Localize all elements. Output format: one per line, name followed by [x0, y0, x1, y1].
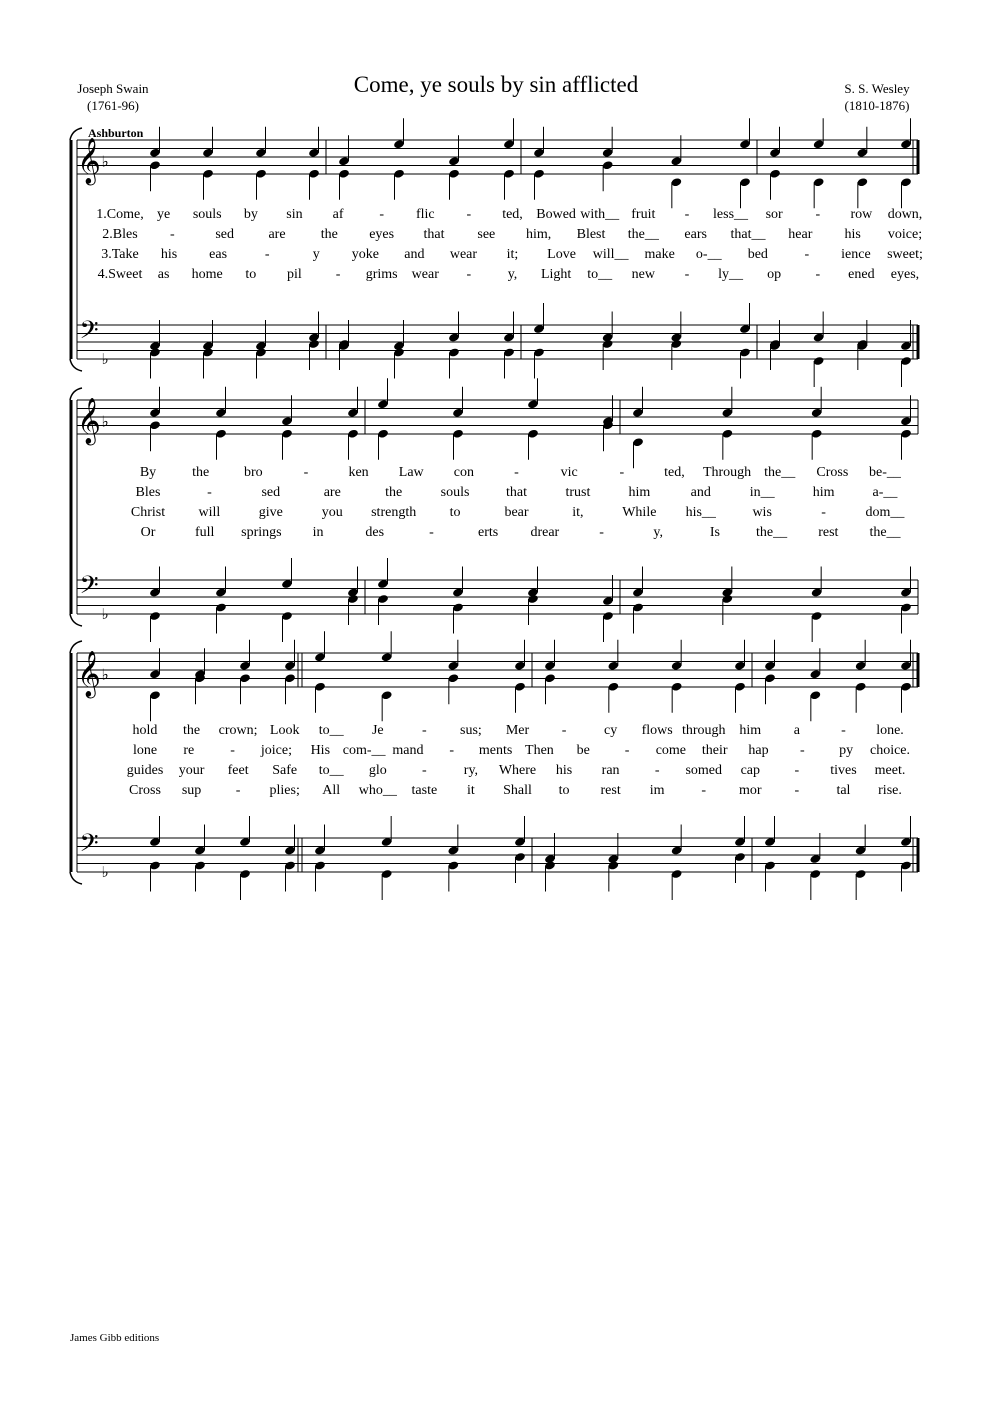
lyric-syllable: -: [422, 723, 427, 738]
lyric-syllable: the__: [764, 465, 796, 480]
lyric-syllable: -: [207, 485, 212, 500]
lyric-syllable: ly__: [718, 267, 744, 282]
lyric-syllable: choice.: [869, 743, 911, 758]
lyric-syllable: row: [850, 207, 873, 222]
lyric-syllable: will: [198, 505, 221, 520]
lyric-syllable: somed: [685, 763, 723, 778]
publisher-footer: James Gibb editions: [70, 1332, 160, 1344]
flat-icon: ♭: [101, 154, 109, 171]
lyric-syllable: -: [841, 723, 846, 738]
lyric-syllable: 3.Take: [101, 247, 139, 262]
lyric-syllable: Through: [702, 465, 752, 480]
lyric-syllable: less__: [713, 207, 749, 222]
lyric-syllable: Love: [547, 247, 576, 262]
lyric-syllable: the: [192, 465, 210, 480]
lyric-syllable: his__: [685, 505, 716, 520]
lyric-syllable: flic: [415, 207, 435, 222]
lyric-syllable: see: [477, 227, 496, 242]
lyric-syllable: make: [644, 247, 675, 262]
lyric-syllable: All: [322, 783, 341, 798]
lyric-syllable: 2.Bles: [102, 227, 138, 242]
lyric-syllable: Mer: [505, 723, 530, 738]
lyric-syllable: souls: [440, 485, 470, 500]
lyric-syllable: o-__: [695, 247, 722, 262]
lyric-syllable: that: [423, 227, 445, 242]
lyric-syllable: the__: [627, 227, 659, 242]
lyric-syllable: Shall: [503, 783, 532, 798]
lyric-syllable: feet: [227, 763, 249, 778]
lyric-syllable: ye: [157, 207, 171, 222]
lyric-syllable: tal: [836, 783, 851, 798]
lyric-syllable: drear: [530, 525, 560, 540]
lyric-syllable: -: [264, 247, 270, 262]
lyric-syllable: hap: [748, 743, 769, 758]
lyric-syllable: give: [258, 505, 283, 520]
lyric-syllable: in__: [749, 485, 775, 500]
lyric-syllable: cy: [604, 723, 618, 738]
lyric-syllable: come: [655, 743, 687, 758]
lyric-syllable: -: [429, 525, 434, 540]
bass-clef-icon: 𝄢: [79, 572, 99, 605]
lyric-syllable: y,: [507, 267, 518, 282]
lyric-syllable: While: [622, 505, 657, 520]
lyric-syllable: y,: [653, 525, 664, 540]
lyric-syllable: Where: [498, 763, 537, 778]
author-dates: (1761-96): [87, 98, 139, 113]
lyric-syllable: their: [701, 743, 728, 758]
lyric-syllable: are: [323, 485, 341, 500]
lyric-syllable: it,: [572, 505, 584, 520]
bracket-bottom: [70, 872, 82, 884]
lyric-syllable: im: [649, 783, 665, 798]
lyric-syllable: to__: [318, 723, 344, 738]
lyric-syllable: to__: [587, 267, 613, 282]
lyric-syllable: lone.: [876, 723, 904, 738]
lyric-syllable: sor: [765, 207, 783, 222]
lyric-syllable: sweet;: [887, 247, 923, 262]
lyric-syllable: his: [160, 247, 178, 262]
lyric-syllable: Or: [140, 525, 156, 540]
lyric-syllable: sup: [181, 783, 202, 798]
lyric-syllable: -: [684, 207, 690, 222]
lyric-syllable: ears: [684, 227, 707, 242]
lyric-syllable: Blest: [576, 227, 606, 242]
lyric-syllable: -: [379, 207, 385, 222]
lyric-syllable: a-__: [872, 485, 898, 500]
lyric-syllable: new: [631, 267, 655, 282]
lyric-syllable: wear: [449, 247, 478, 262]
lyric-syllable: 4.Sweet: [97, 267, 143, 282]
lyric-syllable: -: [815, 207, 821, 222]
lyric-syllable: -: [422, 763, 427, 778]
lyric-syllable: -: [701, 783, 707, 798]
lyric-syllable: lone: [132, 743, 158, 758]
lyric-syllable: strength: [371, 505, 417, 520]
lyric-syllable: Je: [371, 723, 384, 738]
lyric-syllable: -: [561, 723, 567, 738]
lyric-syllable: to: [558, 783, 570, 798]
lyric-syllable: him: [812, 485, 835, 500]
lyric-syllable: grims: [365, 267, 398, 282]
lyric-syllable: ened: [848, 267, 875, 282]
lyric-syllable: -: [303, 465, 309, 480]
lyric-syllable: taste: [411, 783, 438, 798]
lyric-syllable: him: [628, 485, 651, 500]
lyric-syllable: with__: [580, 207, 620, 222]
lyric-syllable: the: [320, 227, 338, 242]
treble-clef-icon: 𝄞: [77, 398, 101, 443]
lyric-syllable: Bles: [135, 485, 161, 500]
lyric-syllable: to__: [318, 763, 344, 778]
lyric-syllable: guides: [126, 763, 164, 778]
lyric-syllable: -: [514, 465, 519, 480]
lyric-syllable: ted,: [664, 465, 685, 480]
lyric-syllable: -: [169, 227, 175, 242]
treble-clef-icon: 𝄞: [77, 651, 101, 696]
lyric-syllable: -: [599, 525, 604, 540]
bass-clef-icon: 𝄢: [79, 830, 99, 863]
lyric-syllable: bro: [243, 465, 263, 480]
lyric-syllable: -: [230, 743, 235, 758]
lyric-syllable: ted,: [502, 207, 523, 222]
lyric-syllable: flows: [641, 723, 673, 738]
lyric-syllable: joice;: [260, 743, 293, 758]
bass-clef-icon: 𝄢: [79, 317, 99, 350]
lyric-syllable: Christ: [130, 505, 166, 520]
treble-clef-icon: 𝄞: [77, 138, 101, 183]
lyric-syllable: your: [178, 763, 205, 778]
lyric-syllable: be: [576, 743, 590, 758]
lyric-syllable: fruit: [631, 207, 656, 222]
lyric-syllable: who__: [358, 783, 397, 798]
lyric-syllable: trust: [565, 485, 591, 500]
lyric-syllable: -: [449, 743, 455, 758]
lyric-syllable: plies;: [269, 783, 300, 798]
lyric-syllable: bear: [504, 505, 529, 520]
lyric-syllable: rest: [818, 525, 839, 540]
lyric-syllable: and: [690, 485, 711, 500]
lyric-syllable: eas: [209, 247, 228, 262]
lyric-syllable: -: [466, 207, 472, 222]
lyric-syllable: full: [194, 525, 215, 540]
lyric-syllable: glo: [368, 763, 387, 778]
lyric-syllable: -: [804, 247, 810, 262]
lyric-syllable: crown;: [218, 723, 258, 738]
lyric-syllable: Bowed: [536, 207, 576, 222]
lyric-syllable: springs: [241, 525, 282, 540]
lyric-syllable: -: [821, 505, 826, 520]
lyric-syllable: hold: [132, 723, 158, 738]
lyric-syllable: des: [365, 525, 385, 540]
lyric-syllable: -: [619, 465, 625, 480]
lyric-syllable: yoke: [351, 247, 379, 262]
lyric-syllable: to: [449, 505, 461, 520]
lyric-syllable: sin: [286, 207, 303, 222]
lyric-syllable: wis: [752, 505, 772, 520]
lyric-syllable: that__: [730, 227, 766, 242]
lyric-syllable: be-__: [869, 465, 901, 480]
lyric-syllable: the: [183, 723, 201, 738]
lyric-syllable: sed: [261, 485, 281, 500]
lyric-syllable: com-__: [342, 743, 386, 758]
lyric-syllable: souls: [192, 207, 222, 222]
lyric-syllable: -: [684, 267, 690, 282]
flat-icon: ♭: [101, 865, 109, 881]
lyric-syllable: home: [191, 267, 223, 282]
lyric-syllable: erts: [478, 525, 499, 540]
tune-name: Ashburton: [88, 126, 144, 140]
lyric-syllable: 1.Come,: [96, 207, 144, 222]
lyric-syllable: cap: [740, 763, 761, 778]
lyric-syllable: it: [467, 783, 475, 798]
lyric-syllable: through: [681, 723, 726, 738]
lyric-syllable: the: [385, 485, 403, 500]
lyric-syllable: sus;: [460, 723, 482, 738]
lyric-syllable: Look: [269, 723, 300, 738]
lyric-syllable: Light: [540, 267, 572, 282]
flat-icon: ♭: [101, 352, 109, 368]
lyric-syllable: con: [453, 465, 474, 480]
lyric-syllable: wear: [411, 267, 439, 282]
lyric-syllable: it;: [506, 247, 519, 262]
lyric-syllable: By: [139, 465, 157, 480]
lyric-syllable: as: [157, 267, 170, 282]
lyric-syllable: and: [404, 247, 425, 262]
lyric-syllable: ments: [478, 743, 513, 758]
flat-icon: ♭: [101, 667, 109, 684]
lyric-syllable: meet.: [874, 763, 906, 778]
lyric-syllable: Is: [709, 525, 720, 540]
lyric-syllable: His: [310, 743, 331, 758]
lyric-syllable: -: [466, 267, 472, 282]
lyric-syllable: af: [332, 207, 344, 222]
lyric-syllable: the__: [869, 525, 901, 540]
lyric-syllable: dom__: [865, 505, 905, 520]
lyric-syllable: voice;: [887, 227, 923, 242]
lyric-syllable: ience: [841, 247, 871, 262]
lyric-syllable: -: [335, 267, 341, 282]
lyric-syllable: -: [800, 743, 805, 758]
lyric-syllable: y: [312, 247, 320, 262]
lyric-syllable: tives: [830, 763, 857, 778]
lyric-syllable: -: [235, 783, 241, 798]
lyric-syllable: are: [268, 227, 286, 242]
lyric-syllable: op: [767, 267, 782, 282]
lyric-syllable: -: [794, 783, 800, 798]
lyric-syllable: the__: [756, 525, 788, 540]
lyric-syllable: eyes,: [890, 267, 920, 282]
lyric-syllable: Then: [525, 743, 554, 758]
composer-dates: (1810-1876): [844, 98, 910, 113]
lyric-syllable: eyes: [369, 227, 395, 242]
lyric-syllable: py: [839, 743, 854, 758]
lyric-syllable: -: [794, 763, 800, 778]
lyric-syllable: pil: [287, 267, 302, 282]
lyric-syllable: in: [312, 525, 324, 540]
lyric-syllable: Cross: [129, 783, 161, 798]
lyric-syllable: bed: [747, 247, 768, 262]
lyric-syllable: that: [506, 485, 527, 500]
lyric-syllable: his: [844, 227, 861, 242]
lyric-syllable: will__: [592, 247, 629, 262]
lyric-syllable: him: [739, 723, 762, 738]
lyric-syllable: Cross: [816, 465, 849, 480]
lyric-syllable: -: [815, 267, 821, 282]
lyric-syllable: vic: [560, 465, 578, 480]
author-name: Joseph Swain: [77, 81, 149, 96]
lyric-syllable: by: [243, 207, 258, 222]
lyric-syllable: down,: [887, 207, 923, 222]
lyric-syllable: hear: [788, 227, 813, 242]
lyric-syllable: -: [624, 743, 630, 758]
lyric-syllable: him,: [526, 227, 552, 242]
lyric-syllable: mand: [392, 743, 424, 758]
lyric-syllable: you: [321, 505, 343, 520]
composer-name: S. S. Wesley: [844, 81, 910, 96]
flat-icon: ♭: [101, 607, 109, 623]
bracket-bottom: [70, 359, 82, 371]
lyric-syllable: ran: [601, 763, 620, 778]
lyric-syllable: Law: [398, 465, 424, 480]
lyric-syllable: sed: [215, 227, 235, 242]
lyric-syllable: Safe: [272, 763, 298, 778]
lyric-syllable: ry,: [463, 763, 479, 778]
lyric-syllable: mor: [739, 783, 762, 798]
lyric-syllable: re: [183, 743, 195, 758]
hymn-title: Come, ye souls by sin afflicted: [353, 72, 639, 97]
lyric-syllable: rise.: [878, 783, 902, 798]
lyric-syllable: -: [654, 763, 660, 778]
lyric-syllable: his: [555, 763, 573, 778]
flat-icon: ♭: [101, 414, 109, 431]
lyric-syllable: ken: [348, 465, 369, 480]
lyric-syllable: to: [245, 267, 257, 282]
lyric-syllable: rest: [600, 783, 621, 798]
bracket-bottom: [70, 614, 82, 626]
lyric-syllable: a: [793, 723, 800, 738]
